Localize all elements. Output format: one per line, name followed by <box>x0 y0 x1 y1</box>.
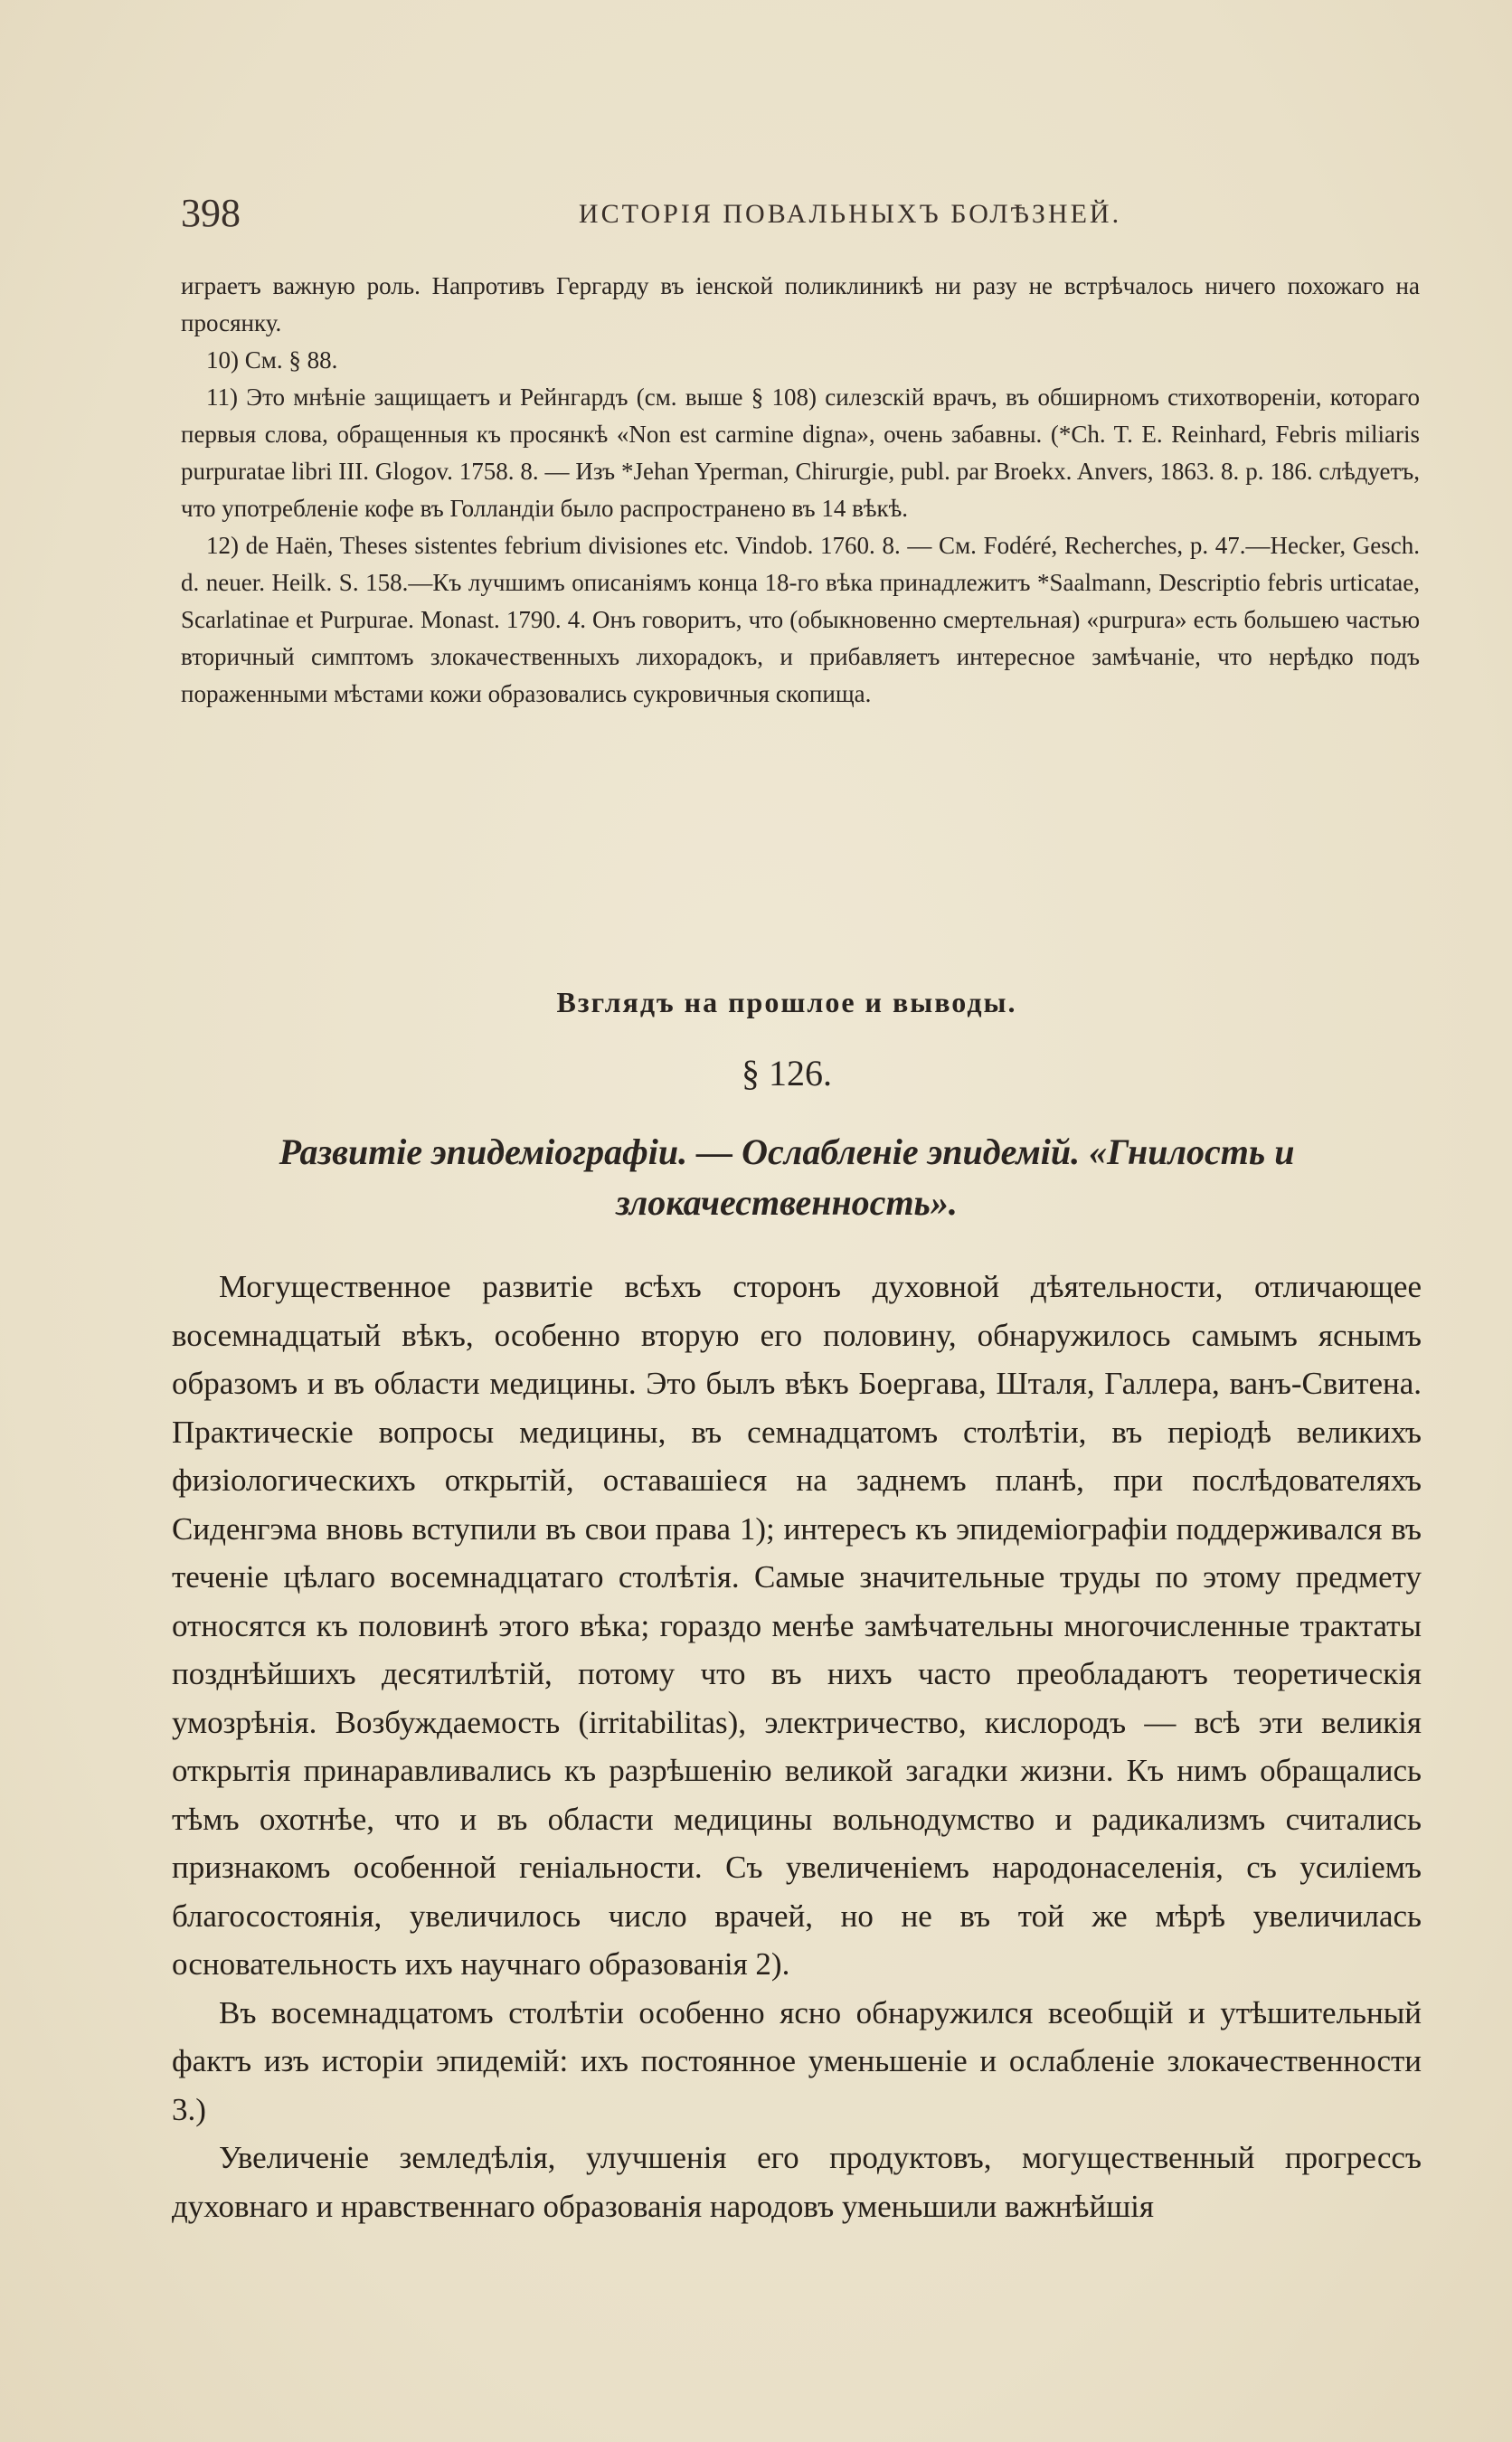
page-header <box>181 190 1429 244</box>
section-header <box>145 986 1429 1228</box>
footnotes <box>181 268 1420 713</box>
body-paragraph-2: Въ восемнадцатомъ столѣтіи особенно ясно обнаружился всеобщій и утѣшительный фактъ изъ исторіи эпидемій: ихъ постоянное уменьшеніе и ослабленіе злокачественности 3.) <box>172 1994 1422 2127</box>
section-subtitle: Развитіе эпидеміографіи. — Ослабленіе эпидемій. «Гнилость и злокачественность». <box>279 1131 1295 1223</box>
footnote-12: 12) de Haën, Theses sistentes febrium divisiones etc. Vindob. 1760. 8. — См. Fodéré, Recherches, p. 47.—Hecker, Gesch. d. neuer. Heilk. S. 158.—Къ лучшимъ описаніямъ конца 18-го вѣка принадлежитъ *Saalmann, Descriptio febris urticatae, Scarlatinae et Purpurae. Monast. 1790. 4. Онъ говоритъ, что (обыкновенно смертельная) «purpura» есть большею частью вторичный симптомъ злокачественныхъ лихорадокъ, и прибавляетъ интересное замѣчаніе, что нерѣдко подъ пораженными мѣстами кожи образовались сукровичныя скопища. <box>181 532 1420 707</box>
footnote-11: 11) Это мнѣніе защищаетъ и Рейнгардъ (см. выше § 108) силезскій врачъ, въ обширномъ стихотвореніи, котораго первыя слова, обращенныя къ просянкѣ «Non est carmine digna», очень забавны. (*Ch. T. E. Reinhard, Febris miliaris purpuratae libri III. Glogov. 1758. 8. — Изъ *Jehan Yperman, Chirurgie, publ. par Broekx. Anvers, 1863. 8. p. 186. слѣдуетъ, что употребленіе кофе въ Голландіи было распространено въ 14 вѣкѣ. <box>181 383 1420 522</box>
footnote-10: 10) См. § 88. <box>206 346 338 374</box>
section-number: § 126. <box>742 1053 832 1093</box>
running-title: ИСТОРІЯ ПОВАЛЬНЫХЪ БОЛѢЗНЕЙ. <box>578 199 1122 229</box>
body-paragraph-3: Увеличеніе земледѣлія, улучшенія его продуктовъ, могущественный прогрессъ духовнаго и нравственнаго образованія народовъ уменьшили важнѣйшія <box>172 2140 1422 2224</box>
body-text <box>172 1263 1422 2230</box>
page-number: 398 <box>181 191 241 235</box>
section-heading: Взглядъ на прошлое и выводы. <box>556 986 1017 1018</box>
footnote-continuation: играетъ важную роль. Напротивъ Гергарду въ іенской поликлиникѣ ни разу не встрѣчалось ничего похожаго на просянку. <box>181 272 1420 336</box>
body-paragraph-1: Могущественное развитіе всѣхъ сторонъ духовной дѣятельности, отличающее восемнадцатый вѣкъ, особенно вторую его половину, обнаружилось самымъ яснымъ образомъ и въ области медицины. Это былъ вѣкъ Боергава, Шталя, Галлера, ванъ-Свитена. Практическіе вопросы медицины, въ семнадцатомъ столѣтіи, въ періодѣ великихъ физіологическихъ открытій, оставашіеся на заднемъ планѣ, при послѣдователяхъ Сиденгэма вновь вступили въ свои права 1); интересъ къ эпидеміографіи поддерживался въ теченіе цѣлаго восемнадцатаго столѣтія. Самые значительные труды по этому предмету относятся къ половинѣ этого вѣка; гораздо менѣе замѣчательны многочисленные трактаты позднѣйшихъ десятилѣтій, потому что въ нихъ часто преобладаютъ теоретическія умозрѣнія. Возбуждаемость (irritabilitas), электричество, кислородъ — всѣ эти великія открытія принаравливались къ разрѣшенію великой загадки жизни. Къ нимъ обращались тѣмъ охотнѣе, что и въ области медицины вольнодумство и радикализмъ считались признакомъ особенной геніальности. Съ увеличеніемъ народонаселенія, съ усиліемъ благосостоянія, увеличилось число врачей, но не въ той же мѣрѣ увеличилась основательность ихъ научнаго образованія 2). <box>172 1269 1422 1982</box>
